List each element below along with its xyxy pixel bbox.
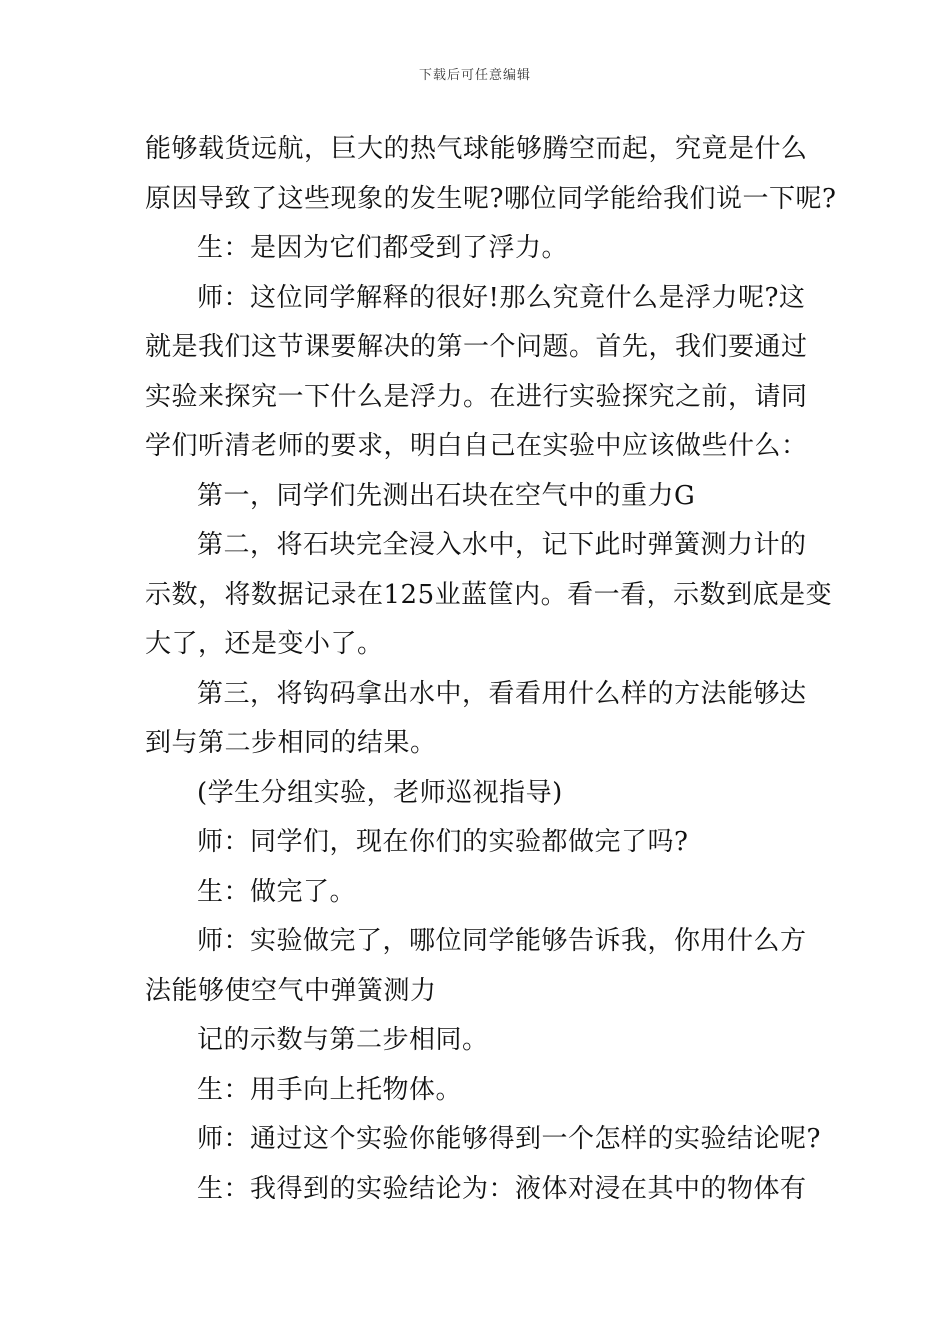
text-line-6: 实验来探究一下什么是浮力。在进行实验探究之前，请同 — [145, 381, 808, 412]
text-line-19: 记的示数与第二步相同。 — [197, 1025, 489, 1055]
text-line-5: 就是我们这节课要解决的第一个问题。首先，我们要通过 — [145, 332, 808, 362]
text-line-9: 第二，将石块完全浸入水中，记下此时弹簧测力计的 — [197, 530, 807, 560]
text-line-17: 师：实验做完了，哪位同学能够告诉我，你用什么方 — [197, 926, 807, 956]
document-body — [145, 125, 837, 1214]
text-line-22: 生：我得到的实验结论为：液体对浸在其中的物体有 — [197, 1173, 807, 1204]
text-line-10: 示数，将数据记录在125业蓝筐内。看一看，示数到底是变 — [145, 579, 833, 610]
text-line-16: 生：做完了。 — [197, 876, 357, 907]
text-line-13: 到与第二步相同的结果。 — [145, 728, 437, 758]
text-line-11: 大了，还是变小了。 — [145, 629, 384, 659]
text-line-20: 生：用手向上托物体。 — [197, 1074, 463, 1105]
page-header-note: 下载后可任意编辑 — [418, 68, 531, 83]
text-line-8: 第一，同学们先测出石块在空气中的重力G — [197, 480, 696, 511]
text-line-14: (学生分组实验，老师巡视指导) — [197, 777, 563, 808]
text-line-7: 学们听清老师的要求，明白自己在实验中应该做些什么： — [145, 431, 808, 461]
text-line-1: 能够载货远航，巨大的热气球能够腾空而起，究竟是什么 — [145, 134, 808, 164]
text-line-21: 师：通过这个实验你能够得到一个怎样的实验结论呢? — [197, 1124, 821, 1154]
text-line-15: 师：同学们，现在你们的实验都做完了吗? — [197, 827, 689, 857]
text-line-12: 第三，将钩码拿出水中，看看用什么样的方法能够达 — [197, 678, 807, 709]
text-line-18: 法能够使空气中弹簧测力 — [145, 975, 437, 1006]
text-line-4: 师：这位同学解释的很好!那么究竟什么是浮力呢?这 — [197, 282, 806, 313]
text-line-3: 生：是因为它们都受到了浮力。 — [197, 233, 569, 263]
text-line-2: 原因导致了这些现象的发生呢?哪位同学能给我们说一下呢? — [145, 183, 837, 214]
